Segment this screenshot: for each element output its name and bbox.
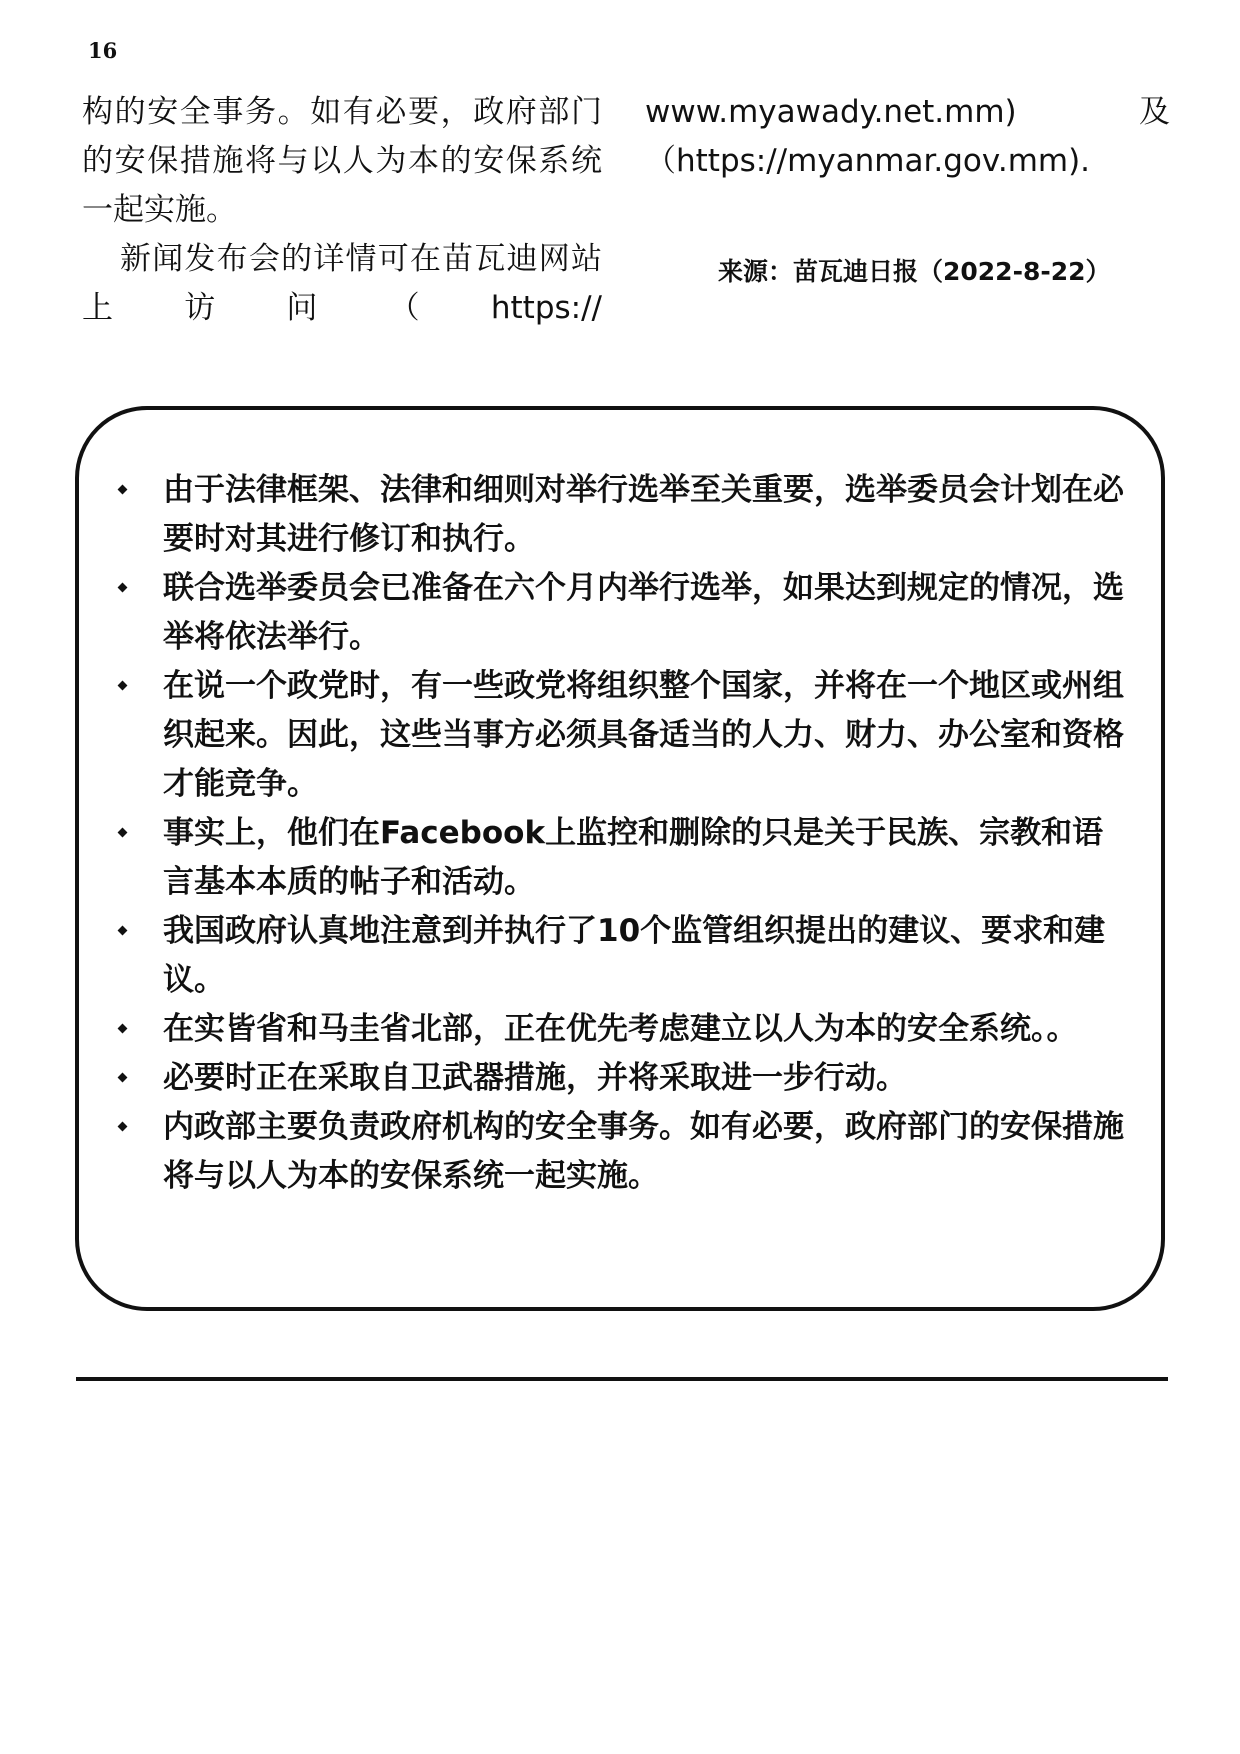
summary-list-item — [119, 1103, 1127, 1201]
summary-item-text: 必要时正在采取自卫武器措施，并将采取进一步行动。 — [163, 1060, 907, 1096]
summary-list-item — [119, 1005, 1127, 1054]
summary-bullet-list — [119, 466, 1127, 1201]
summary-list-item — [119, 662, 1127, 809]
diamond-bullet-icon — [118, 1122, 128, 1132]
diamond-bullet-icon — [118, 1024, 128, 1034]
diamond-bullet-icon — [118, 681, 128, 691]
right-column — [645, 88, 1170, 186]
diamond-bullet-icon — [118, 583, 128, 593]
summary-list-item — [119, 907, 1127, 1005]
summary-list-item — [119, 1054, 1127, 1103]
summary-callout-box — [75, 406, 1165, 1311]
summary-item-text: 在实皆省和马圭省北部，正在优先考虑建立以人为本的安全系统。。 — [163, 1011, 1078, 1047]
bottom-divider — [76, 1377, 1168, 1381]
summary-item-text: 内政部主要负责政府机构的安全事务。如有必要，政府部门的安保措施将与以人为本的安保系统一起实施。 — [163, 1109, 1124, 1194]
summary-item-text: 我国政府认真地注意到并执行了10个监管组织提出的建议、要求和建议。 — [163, 913, 1106, 998]
page-number: 16 — [88, 38, 118, 63]
diamond-bullet-icon — [118, 926, 128, 936]
summary-list-item — [119, 809, 1127, 907]
source-credit: 来源：苗瓦迪日报（2022-8-22） — [718, 257, 1111, 286]
summary-list-item — [119, 564, 1127, 662]
summary-list-item — [119, 466, 1127, 564]
diamond-bullet-icon — [118, 828, 128, 838]
left-paragraph-2: 新闻发布会的详情可在苗瓦迪网站上访问（https:// — [82, 241, 602, 326]
summary-item-text: 事实上，他们在Facebook上监控和删除的只是关于民族、宗教和语言基本本质的帖子和活动。 — [163, 815, 1104, 900]
summary-item-text: 在说一个政党时，有一些政党将组织整个国家，并将在一个地区或州组织起来。因此，这些当事方必须具备适当的人力、财力、办公室和资格才能竞争。 — [163, 668, 1124, 802]
summary-item-text: 联合选举委员会已准备在六个月内举行选举，如果达到规定的情况，选举将依法举行。 — [163, 570, 1124, 655]
left-paragraph-1: 构的安全事务。如有必要，政府部门的安保措施将与以人为本的安保系统一起实施。 — [82, 94, 602, 228]
left-column — [82, 88, 602, 333]
summary-item-text: 由于法律框架、法律和细则对举行选举至关重要，选举委员会计划在必要时对其进行修订和执行。 — [163, 472, 1124, 557]
diamond-bullet-icon — [118, 485, 128, 495]
right-paragraph-1: www.myawady.net.mm)及 （https://myanmar.gov.mm). — [645, 94, 1170, 179]
diamond-bullet-icon — [118, 1073, 128, 1083]
